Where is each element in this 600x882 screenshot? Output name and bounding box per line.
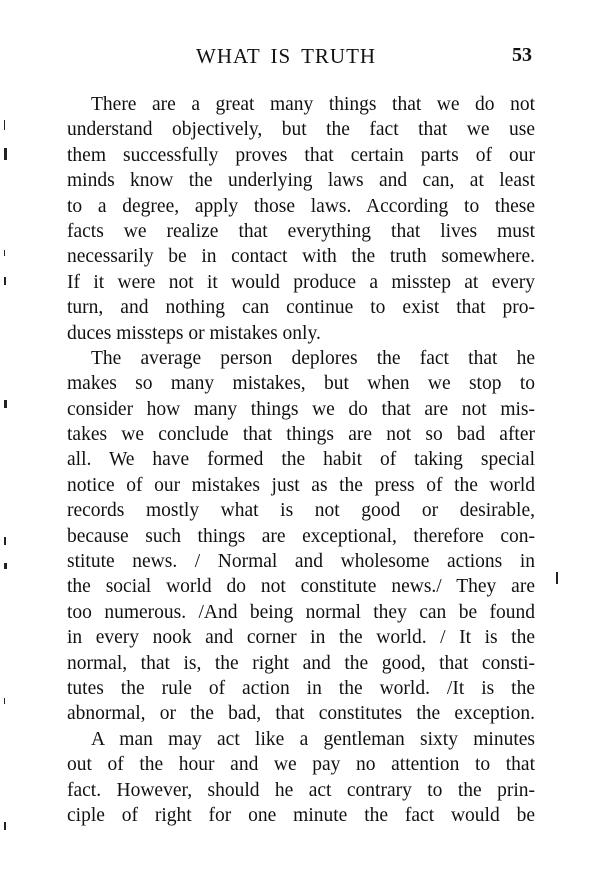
paragraph-2 xyxy=(67,346,535,727)
text-line: the social world do not constitute news./ They are xyxy=(67,576,535,598)
text-line: too numerous. /And being normal they can be found xyxy=(67,601,535,623)
text-line: stitute news. / Normal and wholesome actions in xyxy=(67,551,535,573)
text-line: all. We have formed the habit of taking special xyxy=(67,449,535,471)
margin-speck xyxy=(4,277,6,285)
margin-speck xyxy=(556,572,558,584)
text-line: out of the hour and we pay no attention to that xyxy=(67,754,535,776)
text-line: takes we conclude that things are not so bad after xyxy=(67,424,535,446)
text-line: turn, and nothing can continue to exist that pro- xyxy=(67,297,535,319)
text-line: minds know the underlying laws and can, at least xyxy=(67,170,535,192)
text-line: notice of our mistakes just as the press of the world xyxy=(67,474,535,496)
margin-speck xyxy=(4,250,5,256)
text-line: understand objectively, but the fact that we use xyxy=(67,119,535,141)
text-line: The average person deplores the fact that he xyxy=(91,347,535,369)
text-line: because such things are exceptional, therefore con- xyxy=(67,525,535,547)
text-line: If it were not it would produce a misstep at every xyxy=(67,271,535,293)
margin-speck xyxy=(4,148,7,160)
page-number: 53 xyxy=(512,44,532,66)
text-line: There are a great many things that we do not xyxy=(91,94,535,115)
running-header xyxy=(0,44,600,74)
page-body xyxy=(67,92,535,828)
margin-speck xyxy=(4,563,7,569)
margin-speck xyxy=(4,400,7,408)
text-line: necessarily be in contact with the truth somewhere. xyxy=(67,246,535,268)
margin-speck xyxy=(4,822,6,830)
margin-speck xyxy=(4,698,5,704)
text-line: tutes the rule of action in the world. /It is the xyxy=(67,677,535,699)
text-line: makes so many mistakes, but when we stop to xyxy=(67,373,535,395)
margin-speck xyxy=(4,120,5,130)
text-line: records mostly what is not good or desirable, xyxy=(67,500,535,522)
text-line: ciple of right for one minute the fact would be xyxy=(67,804,535,826)
text-line: A man may act like a gentleman sixty minutes xyxy=(91,728,535,750)
text-line: normal, that is, the right and the good, that consti- xyxy=(67,652,535,674)
text-line: them successfully proves that certain parts of our xyxy=(67,144,535,166)
text-line: to a degree, apply those laws. According to these xyxy=(67,195,535,217)
text-line: duces missteps or mistakes only. xyxy=(67,322,321,344)
paragraph-1 xyxy=(67,92,535,346)
running-title: WHAT IS TRUTH xyxy=(196,44,377,68)
text-line: consider how many things we do that are not mis- xyxy=(67,398,535,420)
paragraph-3 xyxy=(67,727,535,829)
text-line: in every nook and corner in the world. / It is the xyxy=(67,627,535,649)
text-line: abnormal, or the bad, that constitutes the exception. xyxy=(67,703,535,725)
text-line: fact. However, should he act contrary to the prin- xyxy=(67,779,535,801)
margin-speck xyxy=(4,537,6,545)
text-line: facts we realize that everything that lives must xyxy=(67,220,535,242)
